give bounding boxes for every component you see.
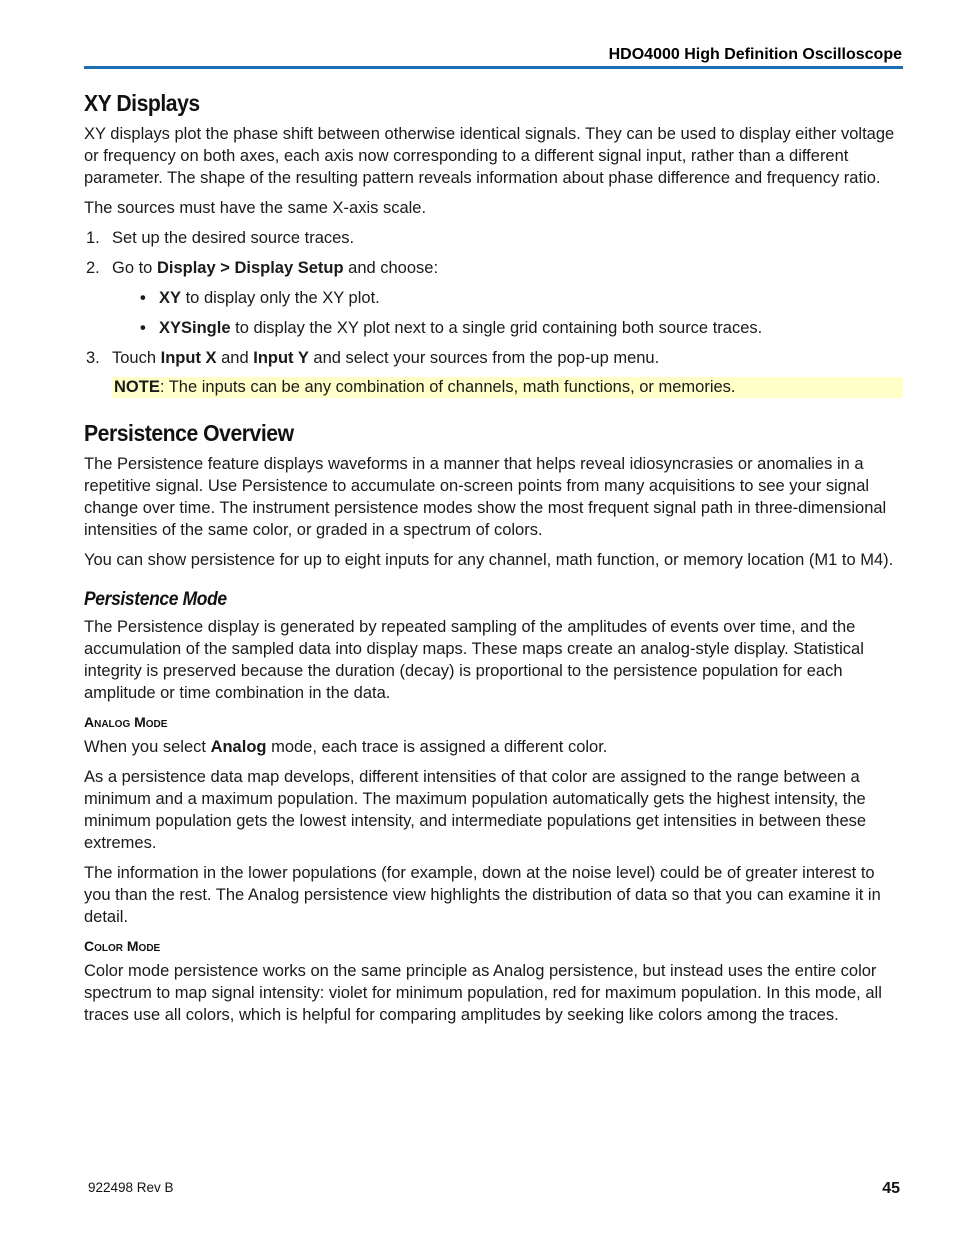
step-text-bold: Input X	[160, 349, 217, 367]
analog-mode-heading: Analog Mode	[84, 714, 168, 730]
step-text-pre: Go to	[112, 259, 157, 277]
xy-option-item	[112, 287, 903, 309]
footer-page-number: 45	[882, 1180, 900, 1197]
note-text: : The inputs can be any combination of channels, math functions, or memories.	[159, 378, 736, 396]
persistence-intro-paragraph: The Persistence feature displays waveforms in a manner that helps reveal idiosyncrasies or anomalies in a repetitive signal. Use Persistence to accumulate on-screen points from many acquisitions to see your signal change over time. The instrument persistence modes show the most frequent signal path in three-dimensional intensities of the same color, or graded in a spectrum of colors.	[84, 455, 887, 539]
analog-mode-paragraph-2: As a persistence data map develops, different intensities of that color are assigned to the range between a minimum and a maximum population. The maximum population automatically gets the highest intensity, the minimum population gets the lowest intensity, and intermediate populations get intensities in between these extremes.	[84, 768, 867, 852]
step-text-bold: Display > Display Setup	[156, 259, 344, 277]
analog-p1-post: mode, each trace is assigned a different color.	[266, 738, 608, 756]
xy-sources-paragraph: The sources must have the same X-axis scale.	[84, 199, 427, 217]
analog-p1-bold: Analog	[210, 738, 267, 756]
step-text: Set up the desired source traces.	[112, 229, 355, 247]
persistence-overview-heading: Persistence Overview	[84, 420, 294, 446]
bullet-icon: •	[140, 319, 146, 337]
option-text: to display only the XY plot.	[181, 289, 380, 307]
color-mode-paragraph: Color mode persistence works on the same principle as Analog persistence, but instead uses the entire color spectrum to map signal intensity: violet for minimum population, red for maximum population. In this mode, all traces use all colors, which is helpful for comparing amplitudes by seeking like colors among the traces.	[84, 962, 882, 1024]
option-name: XY	[159, 289, 182, 307]
note-label: NOTE	[114, 378, 160, 396]
footer-doc-number: 922498 Rev B	[88, 1180, 174, 1195]
step-number: 3.	[86, 349, 100, 367]
option-text: to display the XY plot next to a single grid containing both source traces.	[230, 319, 763, 337]
xy-step-1	[84, 227, 903, 249]
page-content	[84, 90, 903, 1034]
step-text-post: and select your sources from the pop-up menu.	[308, 349, 660, 367]
xy-displays-heading: XY Displays	[84, 90, 200, 116]
xy-options-list	[112, 287, 903, 339]
persistence-mode-heading: Persistence Mode	[84, 589, 227, 610]
step-text-post: and choose:	[343, 259, 439, 277]
analog-p1-pre: When you select	[84, 738, 211, 756]
persistence-mode-paragraph: The Persistence display is generated by repeated sampling of the amplitudes of events over time, and the accumulation of the sampled data into display maps. These maps create an analog-style display. Statistical integrity is preserved because the duration (decay) is proportional to the persistence population for each amplitude or time combination in the data.	[84, 618, 864, 702]
option-name: XYSingle	[159, 319, 231, 337]
header-rule	[84, 66, 903, 69]
step-text-mid: and	[216, 349, 254, 367]
note-callout	[112, 377, 903, 398]
color-mode-heading: Color Mode	[84, 938, 161, 954]
step-number: 2.	[86, 259, 100, 277]
bullet-icon: •	[140, 289, 146, 307]
step-text-bold: Input Y	[253, 349, 309, 367]
analog-mode-paragraph-3: The information in the lower populations (for example, down at the noise level) could be of greater interest to you than the rest. The Analog persistence view highlights the distribution of data so that you can examine it in detail.	[84, 864, 881, 926]
xy-option-item	[112, 317, 903, 339]
step-text-pre: Touch	[112, 349, 161, 367]
step-number: 1.	[86, 229, 100, 247]
xy-step-3	[84, 347, 903, 369]
header-title: HDO4000 High Definition Oscilloscope	[608, 46, 902, 63]
persistence-inputs-paragraph: You can show persistence for up to eight inputs for any channel, math function, or memory location (M1 to M4).	[84, 551, 894, 569]
analog-mode-paragraph-1	[84, 736, 903, 758]
xy-steps-list	[84, 227, 903, 369]
xy-intro-paragraph: XY displays plot the phase shift between otherwise identical signals. They can be used to display either voltage or frequency on both axes, each axis now corresponding to a different signal input, rather than a different parameter. The shape of the resulting pattern reveals information about phase difference and frequency ratio.	[84, 125, 895, 187]
xy-step-2	[84, 257, 903, 339]
